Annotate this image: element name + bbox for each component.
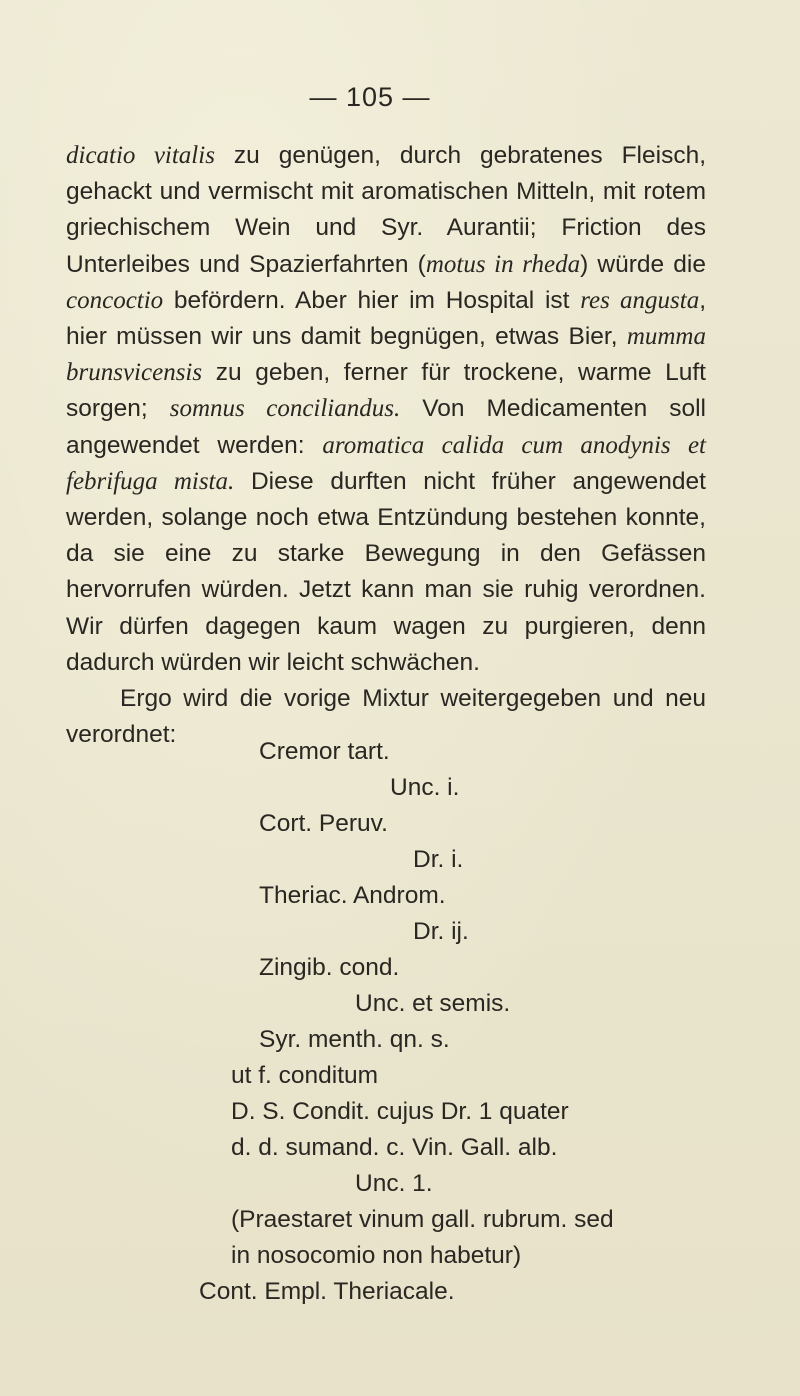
- recipe-dose: Dr. i.: [413, 846, 464, 873]
- recipe-ingredient: Syr. menth. qn. s.: [259, 1026, 450, 1053]
- recipe-note: in nosocomio non habetur): [231, 1242, 522, 1269]
- recipe-instruction: ut f. conditum: [231, 1062, 379, 1089]
- latin-phrase: motus in rheda: [425, 250, 581, 278]
- recipe-instruction: Cont. Empl. Theriacale.: [199, 1278, 455, 1305]
- recipe-ingredient: Zingib. cond.: [259, 954, 400, 981]
- latin-phrase: mumma brunsvicensis: [66, 323, 706, 387]
- recipe-dose: Dr. ij.: [413, 918, 469, 945]
- text-run: zu genügen, durch gebratenes Fleisch, gehackt und vermischt mit aromatischen Mitteln, mit rotem griechischem Wein und Syr. Aurantii; Friction des Unterleibes und Spazierfahrten (: [66, 142, 707, 278]
- recipe-ingredient: Cort. Peruv.: [259, 810, 388, 837]
- text-run: zu geben, ferner für trockene, warme Luft sorgen;: [66, 359, 706, 423]
- recipe-dose: Unc. et semis.: [355, 990, 511, 1017]
- recipe-ingredient: Cremor tart.: [259, 738, 390, 765]
- latin-phrase: res angusta: [580, 286, 700, 314]
- recipe-note: (Praestaret vinum gall. rubrum. sed: [231, 1206, 614, 1233]
- paragraph-2: Ergo wird die vorige Mixtur weitergegeben und neu verordnet:: [66, 685, 706, 749]
- recipe-instruction: D. S. Condit. cujus Dr. 1 quater: [231, 1098, 569, 1125]
- recipe-instruction: d. d. sumand. c. Vin. Gall. alb.: [231, 1134, 558, 1161]
- latin-phrase: concoctio: [66, 286, 164, 314]
- text-run: , hier müssen wir uns damit begnügen, etwas Bier,: [66, 286, 707, 351]
- text-run: befördern. Aber hier im Hospital ist: [163, 286, 581, 314]
- paragraph-1: [66, 138, 706, 681]
- recipe-dose: Unc. i.: [390, 774, 460, 801]
- latin-phrase: somnus conciliandus.: [169, 395, 401, 423]
- page-number: — 105 —: [309, 82, 431, 112]
- text-run: ) würde die: [580, 250, 706, 278]
- recipe-dose: Unc. 1.: [355, 1170, 433, 1197]
- latin-phrase: aromatica calida cum anodynis et febrifuga mista.: [66, 431, 706, 495]
- text-run: Diese durften nicht früher angewendet werden, solange noch etwa Entzündung bestehen konnte, da sie eine zu starke Bewegung in den Gefässen hervorrufen würden. Jetzt kann man sie ruhig verordnen. Wir dürfen dagegen kaum wagen zu purgieren, denn dadurch würden wir leicht schwächen.: [66, 467, 706, 676]
- latin-phrase: dicatio vitalis: [66, 142, 215, 169]
- recipe-ingredient: Theriac. Androm.: [259, 882, 446, 909]
- body-text: [66, 138, 706, 753]
- text-run: Von Medicamenten soll angewendet werden:: [66, 395, 706, 459]
